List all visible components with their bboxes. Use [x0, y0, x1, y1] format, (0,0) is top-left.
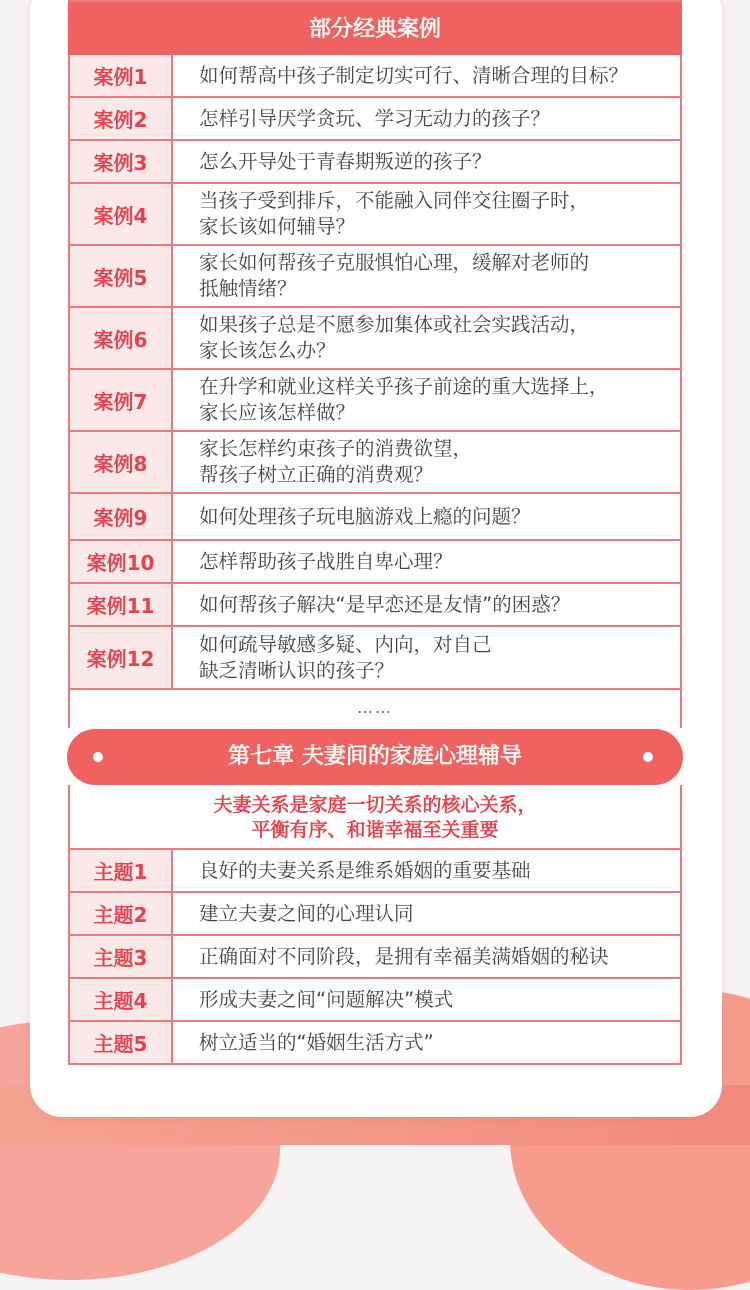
chapter-subtitle	[68, 785, 682, 850]
row-text	[173, 494, 680, 539]
dot-icon	[643, 752, 653, 762]
chapter-subtitle-line: 平衡有序、和谐幸福至关重要	[251, 819, 499, 841]
row-text	[173, 541, 680, 582]
table-row	[70, 936, 680, 979]
row-text-line: 如何帮高中孩子制定切实可行、清晰合理的目标？	[199, 63, 629, 87]
dot-icon	[93, 752, 103, 762]
row-text	[173, 627, 680, 688]
row-text	[173, 370, 680, 430]
table-row	[70, 432, 680, 494]
table-row	[70, 893, 680, 936]
row-label: 案例12	[70, 627, 173, 688]
row-text-line: 家长怎样约束孩子的消费欲望，	[199, 437, 473, 460]
row-text-line: 家长该如何辅导？	[199, 215, 356, 238]
row-text-line: 当孩子受到排斥，不能融入同伴交往圈子时，	[199, 189, 590, 212]
row-text	[173, 55, 680, 96]
topics-section	[68, 850, 682, 1065]
row-text-line: 形成夫妻之间“问题解决”模式	[199, 987, 454, 1011]
row-text	[173, 936, 680, 977]
row-label: 案例4	[70, 184, 173, 244]
row-text-line: 如果孩子总是不愿参加集体或社会实践活动，	[199, 313, 590, 336]
row-text	[173, 979, 680, 1020]
table-row	[70, 98, 680, 141]
row-text-line: 在升学和就业这样关乎孩子前途的重大选择上，	[199, 375, 609, 398]
row-text	[173, 246, 680, 306]
row-text	[173, 893, 680, 934]
row-label: 案例1	[70, 55, 173, 96]
table-row	[70, 627, 680, 690]
row-label: 案例10	[70, 541, 173, 582]
row-label: 主题4	[70, 979, 173, 1020]
row-label: 案例11	[70, 584, 173, 625]
row-label: 案例7	[70, 370, 173, 430]
ellipsis: ……	[68, 688, 682, 728]
cases-section-title: 部分经典案例	[68, 0, 682, 55]
table-row	[70, 55, 680, 98]
row-text-line: 怎样帮助孩子战胜自卑心理？	[199, 549, 453, 573]
table-row	[70, 184, 680, 246]
table-row	[70, 1022, 680, 1065]
row-text	[173, 432, 680, 492]
row-text-line: 缺乏清晰认识的孩子？	[199, 658, 395, 682]
row-text	[173, 98, 680, 139]
row-label: 案例2	[70, 98, 173, 139]
cases-table	[68, 55, 682, 690]
row-label: 案例6	[70, 308, 173, 368]
table-row	[70, 370, 680, 432]
cases-section	[68, 0, 682, 690]
row-label: 主题3	[70, 936, 173, 977]
row-label: 主题2	[70, 893, 173, 934]
row-text-line: 怎样引导厌学贪玩、学习无动力的孩子？	[199, 106, 551, 130]
row-text-line: 如何疏导敏感多疑、内向，对自己	[199, 632, 492, 656]
table-row	[70, 246, 680, 308]
row-text-line: 家长应该怎样做？	[199, 401, 356, 424]
row-label: 主题1	[70, 850, 173, 891]
table-row	[70, 979, 680, 1022]
row-text	[173, 1022, 680, 1063]
row-text	[173, 141, 680, 182]
row-text-line: 家长该怎么办？	[199, 339, 336, 362]
table-row	[70, 850, 680, 893]
row-text-line: 怎么开导处于青春期叛逆的孩子？	[199, 149, 492, 173]
row-text-line: 帮孩子树立正确的消费观？	[199, 463, 434, 486]
row-text-line: 抵触情绪？	[199, 277, 297, 300]
table-row	[70, 141, 680, 184]
table-row	[70, 308, 680, 370]
row-text-line: 如何处理孩子玩电脑游戏上瘾的问题？	[199, 504, 531, 528]
chapter-title: 第七章 夫妻间的家庭心理辅导	[228, 744, 522, 769]
row-text	[173, 184, 680, 244]
row-text-line: 正确面对不同阶段，是拥有幸福美满婚姻的秘诀	[199, 944, 609, 968]
table-row	[70, 541, 680, 584]
row-text-line: 建立夫妻之间的心理认同	[199, 901, 414, 925]
row-label: 案例8	[70, 432, 173, 492]
row-label: 案例3	[70, 141, 173, 182]
row-label: 主题5	[70, 1022, 173, 1063]
row-text	[173, 308, 680, 368]
row-text-line: 良好的夫妻关系是维系婚姻的重要基础	[199, 858, 531, 882]
table-row	[70, 494, 680, 541]
row-text-line: 如何帮孩子解决“是早恋还是友情”的困惑？	[199, 592, 571, 616]
row-label: 案例9	[70, 494, 173, 539]
row-label: 案例5	[70, 246, 173, 306]
row-text	[173, 584, 680, 625]
row-text	[173, 850, 680, 891]
table-row	[70, 584, 680, 627]
topics-table	[68, 850, 682, 1065]
chapter-subtitle-line: 夫妻关系是家庭一切关系的核心关系，	[213, 794, 537, 816]
row-text-line: 树立适当的“婚姻生活方式”	[199, 1030, 434, 1054]
row-text-line: 家长如何帮孩子克服惧怕心理，缓解对老师的	[199, 251, 590, 274]
chapter-title-bar	[67, 729, 683, 785]
